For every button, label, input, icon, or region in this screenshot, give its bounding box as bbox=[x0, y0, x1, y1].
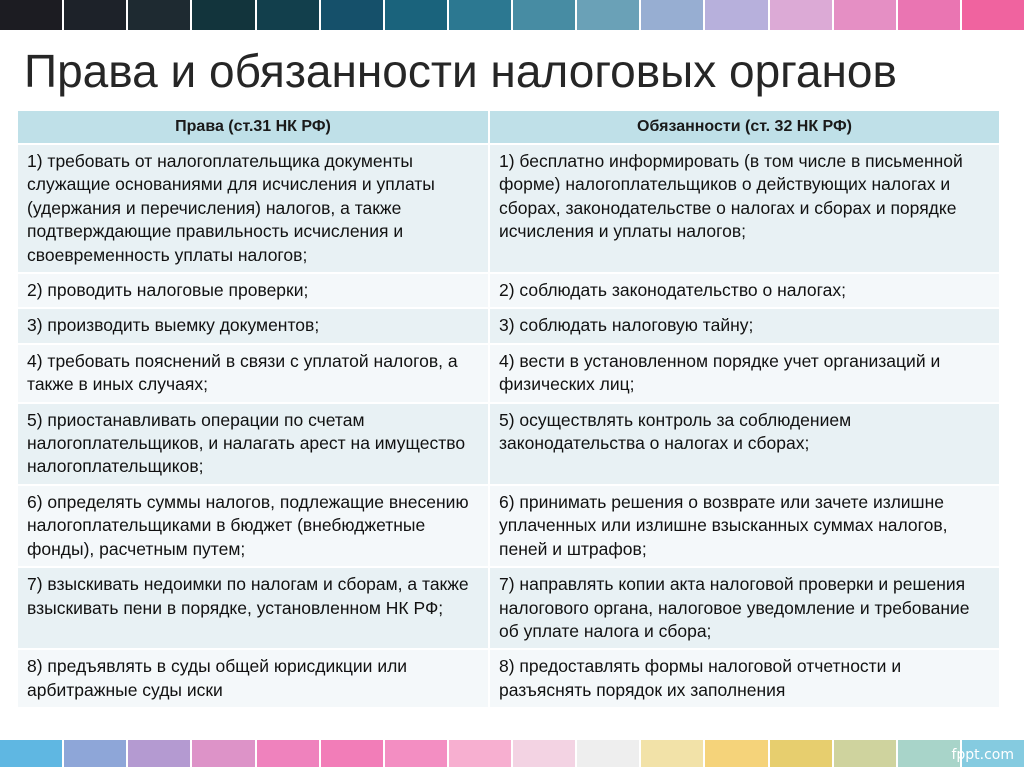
color-stripe bbox=[834, 740, 898, 767]
table-row bbox=[17, 308, 1000, 343]
color-stripe bbox=[449, 0, 513, 30]
bottom-color-stripes bbox=[0, 740, 1024, 767]
table-row bbox=[17, 649, 1000, 708]
color-stripe bbox=[321, 740, 385, 767]
table-row bbox=[17, 485, 1000, 567]
rights-cell: 5) приостанавливать операции по счетам налогоплательщиков, и налагать арест на имущество налогоплательщиков; bbox=[17, 403, 489, 485]
color-stripe bbox=[192, 0, 256, 30]
color-stripe bbox=[128, 740, 192, 767]
rights-cell: 6) определять суммы налогов, подлежащие внесению налогоплательщиками в бюджет (внебюджетные фонды), расчетным путем; bbox=[17, 485, 489, 567]
color-stripe bbox=[577, 740, 641, 767]
rights-cell: 1) требовать от налогоплательщика документы служащие основаниями для исчисления и уплаты (удержания и перечисления) налогов, а также подтверждающие правильность исчисления и своевременность уплаты налогов; bbox=[17, 144, 489, 273]
color-stripe bbox=[898, 0, 962, 30]
rights-cell: 7) взыскивать недоимки по налогам и сборам, а также взыскивать пени в порядке, установленном НК РФ; bbox=[17, 567, 489, 649]
table-row bbox=[17, 144, 1000, 273]
color-stripe bbox=[385, 740, 449, 767]
color-stripe bbox=[64, 740, 128, 767]
color-stripe bbox=[577, 0, 641, 30]
color-stripe bbox=[705, 0, 769, 30]
color-stripe bbox=[641, 740, 705, 767]
color-stripe bbox=[962, 0, 1024, 30]
color-stripe bbox=[513, 740, 577, 767]
header-rights: Права (ст.31 НК РФ) bbox=[17, 110, 489, 144]
duties-cell: 5) осуществлять контроль за соблюдением законодательства о налогах и сборах; bbox=[489, 403, 1000, 485]
color-stripe bbox=[834, 0, 898, 30]
rights-cell: 3) производить выемку документов; bbox=[17, 308, 489, 343]
color-stripe bbox=[64, 0, 128, 30]
color-stripe bbox=[128, 0, 192, 30]
duties-cell: 2) соблюдать законодательство о налогах; bbox=[489, 273, 1000, 308]
color-stripe bbox=[513, 0, 577, 30]
color-stripe bbox=[385, 0, 449, 30]
rights-cell: 4) требовать пояснений в связи с уплатой налогов, а также в иных случаях; bbox=[17, 344, 489, 403]
rights-cell: 2) проводить налоговые проверки; bbox=[17, 273, 489, 308]
color-stripe bbox=[0, 0, 64, 30]
table-row bbox=[17, 273, 1000, 308]
color-stripe bbox=[641, 0, 705, 30]
fppt-logo: fppt.com bbox=[951, 747, 1014, 763]
color-stripe bbox=[321, 0, 385, 30]
color-stripe bbox=[705, 740, 769, 767]
duties-cell: 1) бесплатно информировать (в том числе в письменной форме) налогоплательщиков о действующих налогах и сборах, законодательстве о налогах и сборах и порядке исчисления и уплаты налогов; bbox=[489, 144, 1000, 273]
duties-cell: 8) предоставлять формы налоговой отчетности и разъяснять порядок их заполнения bbox=[489, 649, 1000, 708]
color-stripe bbox=[449, 740, 513, 767]
top-color-stripes bbox=[0, 0, 1024, 30]
color-stripe bbox=[770, 740, 834, 767]
duties-cell: 7) направлять копии акта налоговой проверки и решения налогового органа, налоговое уведомление и требование об уплате налога и сбора; bbox=[489, 567, 1000, 649]
rights-duties-table bbox=[16, 109, 1001, 709]
table-header-row bbox=[17, 110, 1000, 144]
table-row bbox=[17, 344, 1000, 403]
color-stripe bbox=[770, 0, 834, 30]
table-row bbox=[17, 403, 1000, 485]
rights-cell: 8) предъявлять в суды общей юрисдикции или арбитражные суды иски bbox=[17, 649, 489, 708]
color-stripe bbox=[257, 0, 321, 30]
color-stripe bbox=[257, 740, 321, 767]
duties-cell: 4) вести в установленном порядке учет организаций и физических лиц; bbox=[489, 344, 1000, 403]
table-row bbox=[17, 567, 1000, 649]
duties-cell: 3) соблюдать налоговую тайну; bbox=[489, 308, 1000, 343]
slide-title: Права и обязанности налоговых органов bbox=[24, 45, 897, 97]
color-stripe bbox=[0, 740, 64, 767]
color-stripe bbox=[192, 740, 256, 767]
header-duties: Обязанности (ст. 32 НК РФ) bbox=[489, 110, 1000, 144]
duties-cell: 6) принимать решения о возврате или зачете излишне уплаченных или излишне взысканных суммах налогов, пеней и штрафов; bbox=[489, 485, 1000, 567]
